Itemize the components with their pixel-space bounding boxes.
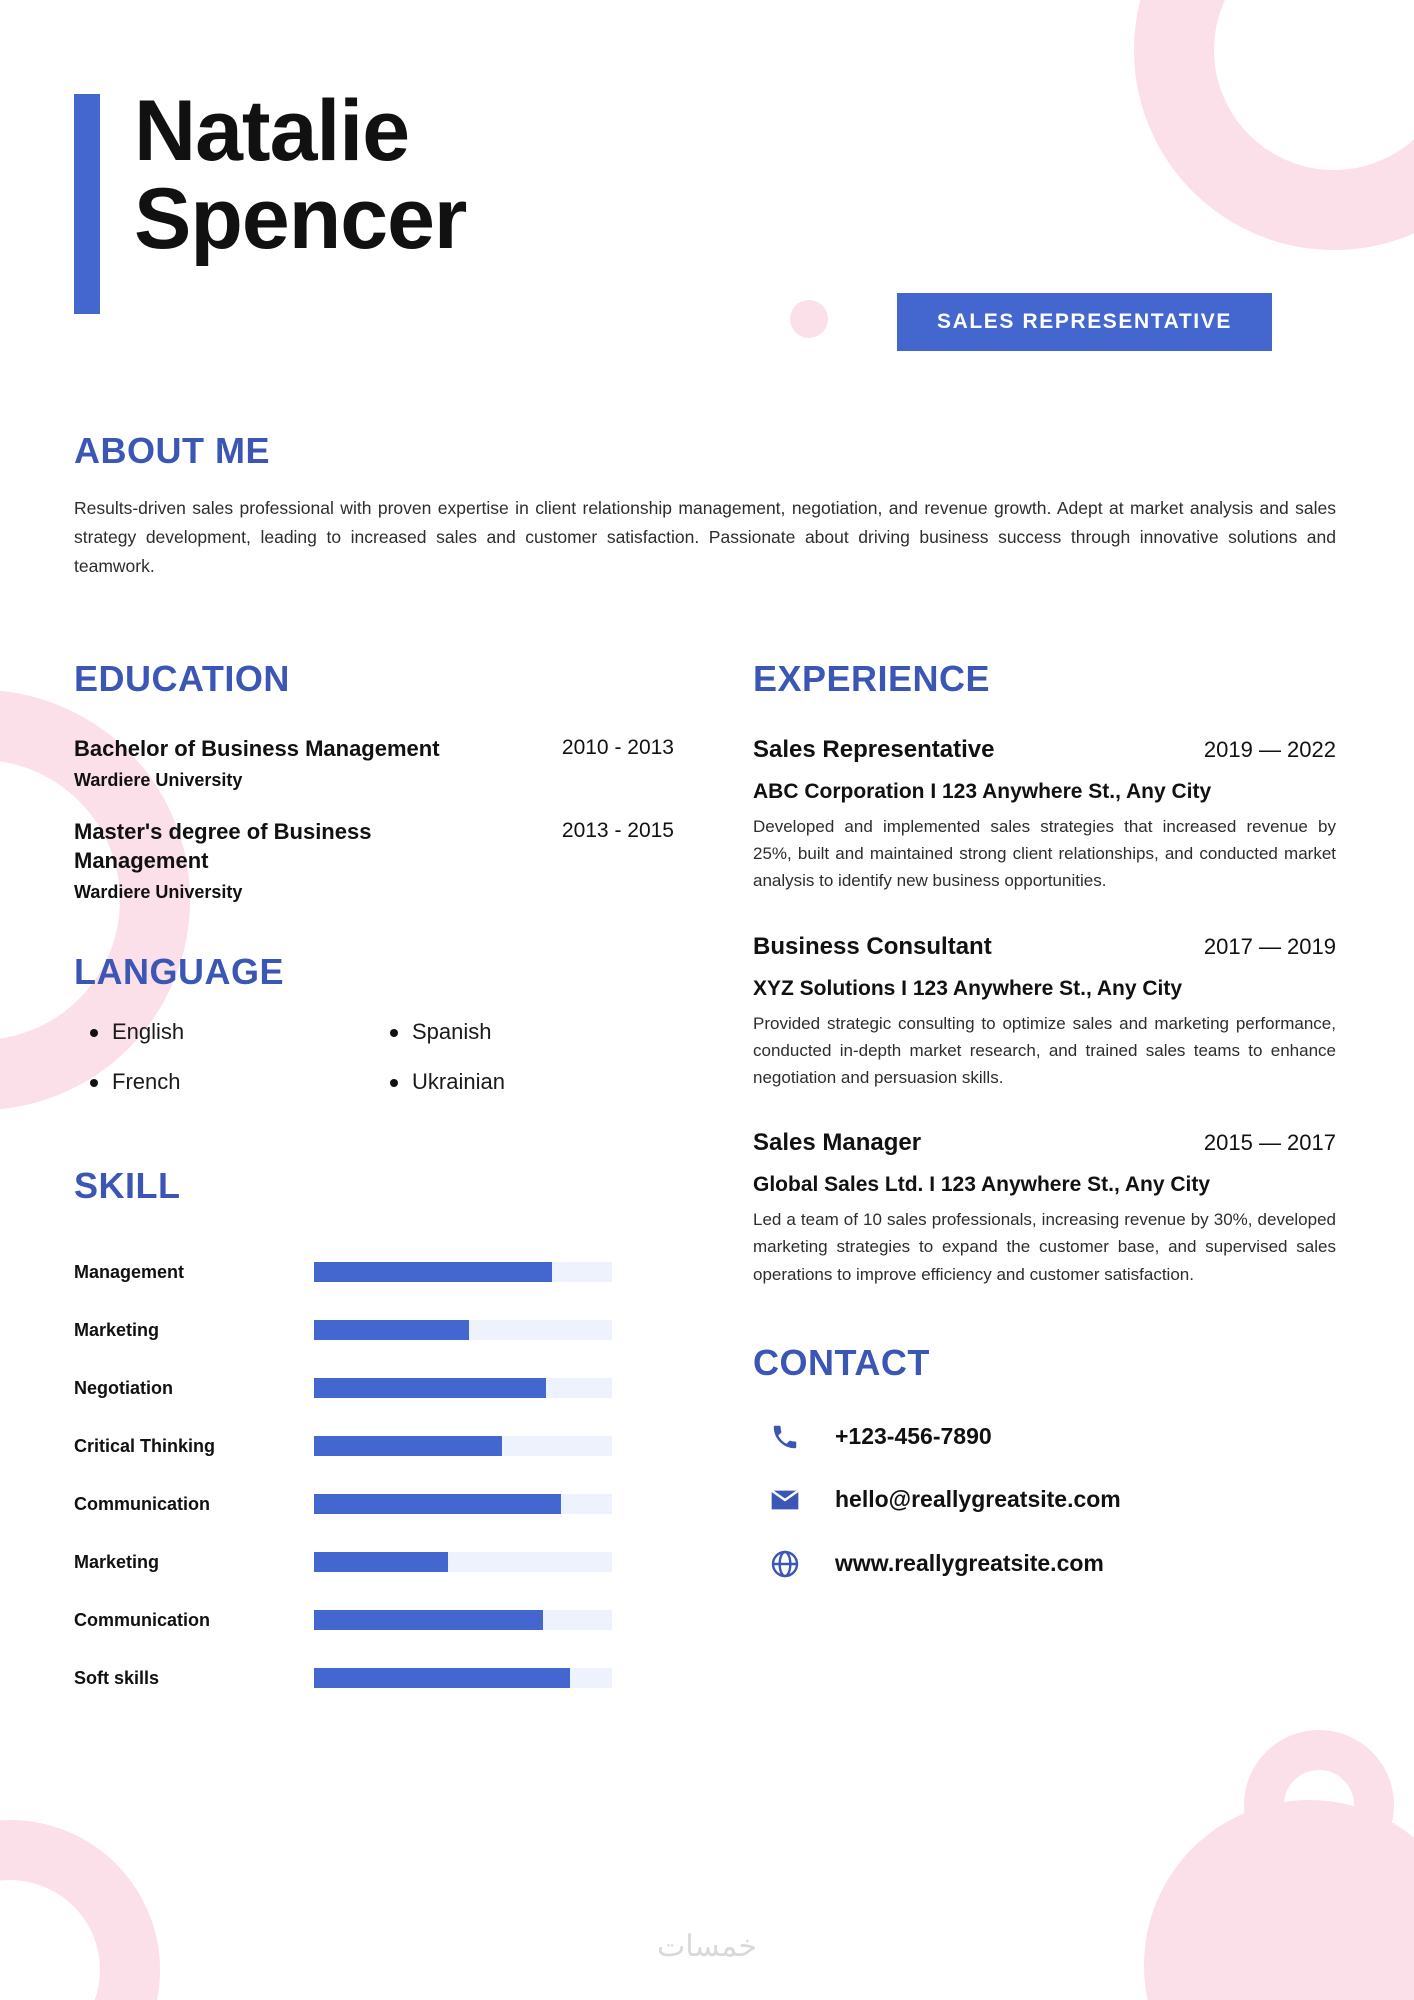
skill-name: Marketing [74, 1551, 160, 1572]
language-item: Spanish [374, 1019, 674, 1045]
skill-fill [314, 1668, 570, 1688]
contact-row-website [763, 1548, 1336, 1580]
skill-row [74, 1359, 674, 1417]
education-years: 2010 - 2013 [561, 736, 674, 759]
name-accent-bar [74, 94, 100, 314]
skill-track [314, 1378, 612, 1398]
skill-name: Critical Thinking [74, 1435, 216, 1456]
watermark: خمسات [656, 1930, 758, 1963]
experience-description: Led a team of 10 sales professionals, increasing revenue by 30%, developed marketing strategies to expand the customer base, and supervised sales operations to improve efficiency and customer satisfaction. [753, 1210, 1336, 1284]
about-text: Results-driven sales professional with proven expertise in client relationship management, negotiation, and revenue growth. Adept at market analysis and sales strategy development, leading to increased sales and customer satisfaction. Passionate about driving business success through innovative solutions and teamwork. [74, 498, 1336, 576]
language-title: LANGUAGE [74, 951, 284, 993]
last-name: Spencer [134, 170, 467, 267]
skill-track [314, 1552, 612, 1572]
left-column [74, 658, 674, 1707]
experience-job-title: Sales Manager [753, 1129, 922, 1157]
contact-row-phone [763, 1422, 1336, 1452]
skill-name: Communication [74, 1609, 211, 1630]
skill-fill [314, 1552, 448, 1572]
education-degree: Master's degree of Business Management [74, 818, 372, 874]
skill-name: Soft skills [74, 1667, 160, 1688]
language-item: English [74, 1019, 374, 1045]
skill-name: Communication [74, 1493, 211, 1514]
experience-description: Developed and implemented sales strategies that increased revenue by 25%, built and maintained strong client relationships, and conducted market analysis to identify new business opportunities. [753, 817, 1336, 891]
right-column [753, 658, 1336, 1612]
decoration-ring-bottom-left [0, 1820, 160, 2000]
experience-list [753, 736, 1336, 1288]
skill-track [314, 1262, 612, 1282]
language-list [74, 1019, 674, 1095]
decoration-ring-top-right [1134, 0, 1414, 250]
skill-row [74, 1475, 674, 1533]
about-section [74, 430, 1336, 581]
experience-title: EXPERIENCE [753, 658, 991, 699]
skill-row [74, 1417, 674, 1475]
experience-company: XYZ Solutions I 123 Anywhere St., Any City [753, 976, 1183, 1000]
skill-fill [314, 1320, 469, 1340]
skill-fill [314, 1262, 552, 1282]
about-title: ABOUT ME [74, 430, 270, 471]
experience-item [753, 1129, 1336, 1288]
experience-section [753, 658, 1336, 1288]
education-school: Wardiere University [74, 769, 243, 790]
skill-fill [314, 1610, 543, 1630]
skill-section [74, 1165, 674, 1707]
experience-item [753, 736, 1336, 895]
skill-track [314, 1436, 612, 1456]
decoration-ring-bottom-right [1244, 1730, 1394, 1880]
skill-row [74, 1243, 674, 1301]
email-icon [763, 1484, 807, 1516]
skill-fill [314, 1494, 561, 1514]
education-title: EDUCATION [74, 658, 290, 699]
experience-years: 2019 — 2022 [1203, 737, 1336, 762]
contact-title: CONTACT [753, 1341, 930, 1383]
globe-icon [763, 1548, 807, 1580]
experience-job-title: Sales Representative [753, 736, 995, 763]
contact-row-email [763, 1484, 1336, 1516]
skill-name: Negotiation [74, 1377, 173, 1398]
phone-icon [763, 1422, 807, 1452]
education-degree: Bachelor of Business Management [74, 736, 440, 761]
experience-company: ABC Corporation I 123 Anywhere St., Any City [753, 780, 1212, 803]
skill-title: SKILL [74, 1165, 181, 1207]
skill-name: Marketing [74, 1319, 160, 1340]
experience-years: 2015 — 2017 [1203, 1130, 1336, 1156]
resume-header [74, 83, 467, 314]
skill-fill [314, 1436, 502, 1456]
contact-website-value: www.reallygreatsite.com [835, 1550, 1104, 1577]
education-years: 2013 - 2015 [561, 818, 674, 842]
page-title [134, 83, 467, 267]
education-item [74, 817, 674, 903]
experience-description: Provided strategic consulting to optimize sales and marketing performance, conducted in-depth market research, and trained sales teams to enhance negotiation and persuasion skills. [753, 1013, 1336, 1087]
skill-fill [314, 1378, 546, 1398]
skill-list [74, 1243, 674, 1707]
experience-job-title: Business Consultant [753, 932, 992, 960]
skill-track [314, 1610, 612, 1630]
skill-track [314, 1668, 612, 1688]
skill-track [314, 1320, 612, 1340]
education-list [74, 734, 674, 903]
experience-item [753, 933, 1336, 1092]
language-item: Ukrainian [374, 1069, 674, 1095]
experience-company: Global Sales Ltd. I 123 Anywhere St., Any City [753, 1173, 1211, 1197]
contact-phone-value: +123-456-7890 [835, 1423, 992, 1450]
role-badge: SALES REPRESENTATIVE [897, 293, 1272, 351]
skill-row [74, 1533, 674, 1591]
skill-name: Management [74, 1261, 185, 1282]
contact-email-value: hello@reallygreatsite.com [835, 1486, 1121, 1513]
skill-row [74, 1301, 674, 1359]
education-item [74, 734, 674, 791]
decoration-dot-top [790, 300, 828, 338]
skill-row [74, 1591, 674, 1649]
skill-track [314, 1494, 612, 1514]
contact-section [753, 1342, 1336, 1580]
experience-years: 2017 — 2019 [1203, 933, 1336, 959]
language-item: French [74, 1069, 374, 1095]
decoration-circle-bottom-right [1144, 1800, 1414, 2000]
contact-list [753, 1422, 1336, 1580]
education-section [74, 658, 674, 903]
language-section [74, 951, 674, 1095]
education-school: Wardiere University [74, 882, 243, 903]
first-name: Natalie [134, 83, 410, 179]
skill-row [74, 1649, 674, 1707]
